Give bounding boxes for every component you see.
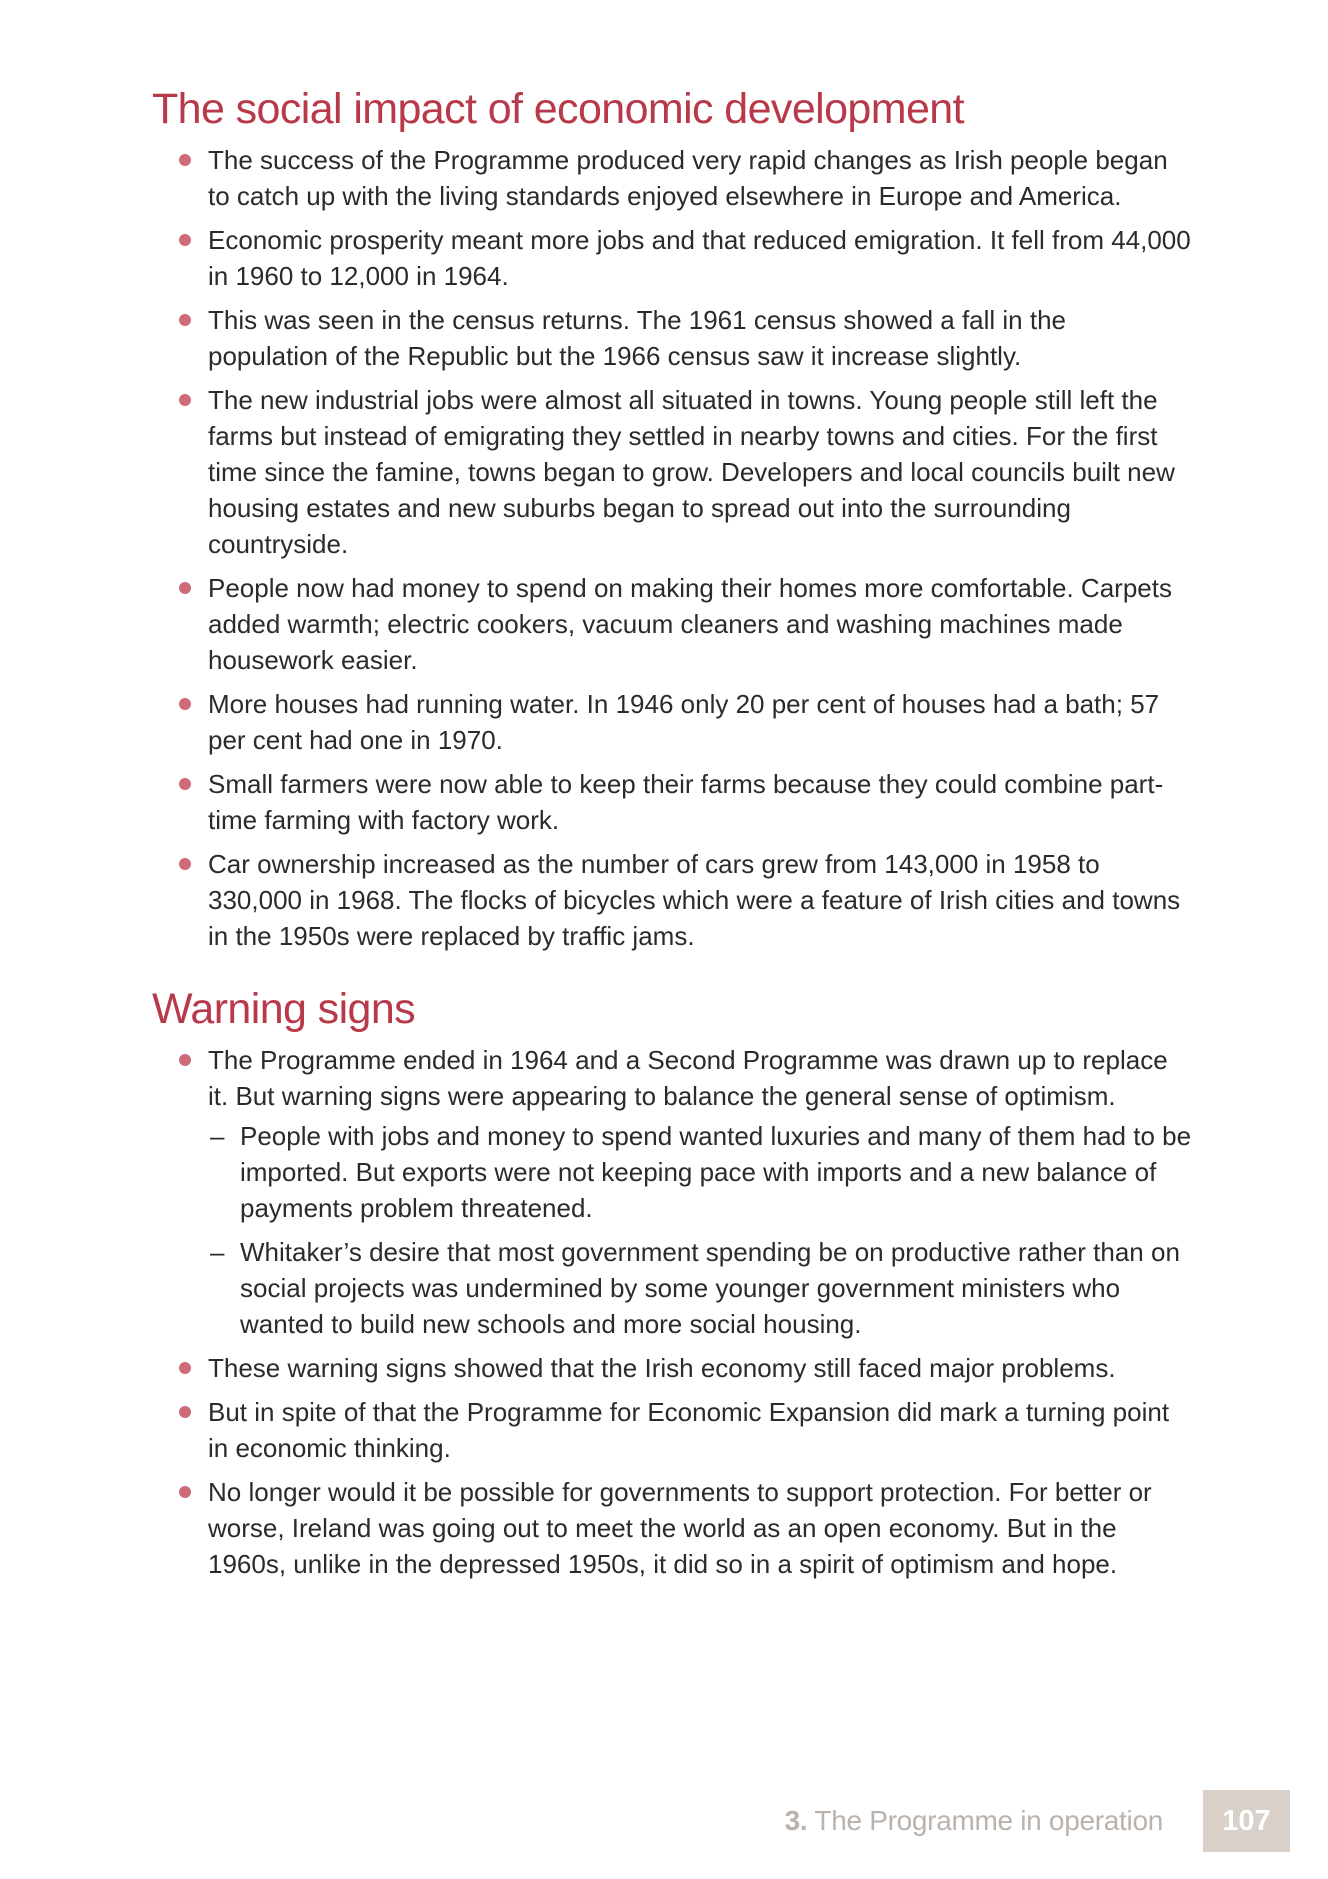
list-item-text: No longer would it be possible for governments to support protection. For better or worse, Ireland was going out to meet the world as an open economy. But in the 1960s, unlike in the depressed 1950s, it did so in a spirit of optimism and hope. bbox=[208, 1477, 1152, 1579]
list-item bbox=[152, 1394, 1192, 1466]
bullet-icon bbox=[179, 778, 191, 790]
list-item-text: The success of the Programme produced very rapid changes as Irish people began to catch up with the living standards enjoyed elsewhere in Europe and America. bbox=[208, 145, 1168, 211]
page-number: 107 bbox=[1203, 1790, 1290, 1852]
chapter-name: The Programme in operation bbox=[807, 1805, 1163, 1836]
bullet-icon bbox=[179, 154, 191, 166]
section-heading-warning-signs: Warning signs bbox=[152, 985, 416, 1033]
bullet-icon bbox=[179, 858, 191, 870]
list-item-text: This was seen in the census returns. The 1961 census showed a fall in the population of the Republic but the 1966 census saw it increase slightly. bbox=[208, 305, 1067, 371]
list-item bbox=[152, 302, 1192, 374]
sub-list-item bbox=[208, 1234, 1192, 1342]
list-item-text: The Programme ended in 1964 and a Second Programme was drawn up to replace it. But warning signs were appearing to balance the general sense of optimism. bbox=[208, 1045, 1168, 1111]
dash-icon: – bbox=[210, 1237, 225, 1267]
bullet-icon bbox=[179, 314, 191, 326]
chapter-number: 3. bbox=[784, 1805, 808, 1836]
list-item bbox=[152, 570, 1192, 678]
sub-list-item-text: People with jobs and money to spend wanted luxuries and many of them had to be imported. But exports were not keeping pace with imports and a new balance of payments problem threatened. bbox=[240, 1121, 1192, 1223]
bullet-icon bbox=[179, 1362, 191, 1374]
sub-list bbox=[208, 1118, 1192, 1342]
bullet-icon bbox=[179, 234, 191, 246]
bullet-list-social-impact bbox=[152, 142, 1192, 954]
bullet-icon bbox=[179, 698, 191, 710]
list-item bbox=[152, 222, 1192, 294]
bullet-list-warning-signs bbox=[152, 1042, 1192, 1582]
list-item-text: Small farmers were now able to keep their farms because they could combine part-time farming with factory work. bbox=[208, 769, 1164, 835]
bullet-icon bbox=[179, 1406, 191, 1418]
list-item-text: More houses had running water. In 1946 only 20 per cent of houses had a bath; 57 per cent had one in 1970. bbox=[208, 689, 1160, 755]
sub-list-item bbox=[208, 1118, 1192, 1226]
list-item-text: People now had money to spend on making their homes more comfortable. Carpets added warmth; electric cookers, vacuum cleaners and washing machines made housework easier. bbox=[208, 573, 1172, 675]
bullet-icon bbox=[179, 394, 191, 406]
page-footer bbox=[785, 1790, 1290, 1852]
bullet-icon bbox=[179, 582, 191, 594]
list-item-text: The new industrial jobs were almost all situated in towns. Young people still left the farms but instead of emigrating they settled in nearby towns and cities. For the first time since the famine, towns began to grow. Developers and local councils built new housing estates and new suburbs began to spread out into the surrounding countryside. bbox=[208, 385, 1175, 559]
list-item bbox=[152, 766, 1192, 838]
list-item bbox=[152, 142, 1192, 214]
chapter-title bbox=[785, 1805, 1163, 1837]
dash-icon: – bbox=[210, 1121, 225, 1151]
list-item-text: But in spite of that the Programme for Economic Expansion did mark a turning point in economic thinking. bbox=[208, 1397, 1170, 1463]
bullet-icon bbox=[179, 1054, 191, 1066]
page-content bbox=[152, 78, 1192, 1582]
sub-list-item-text: Whitaker’s desire that most government spending be on productive rather than on social projects was undermined by some younger government ministers who wanted to build new schools and more social housing. bbox=[240, 1237, 1180, 1339]
list-item bbox=[152, 846, 1192, 954]
list-item bbox=[152, 1350, 1192, 1386]
list-item bbox=[152, 1474, 1192, 1582]
list-item bbox=[152, 1042, 1192, 1342]
bullet-icon bbox=[179, 1486, 191, 1498]
list-item-text: Car ownership increased as the number of cars grew from 143,000 in 1958 to 330,000 in 1968. The flocks of bicycles which were a feature of Irish cities and towns in the 1950s were replaced by traffic jams. bbox=[208, 849, 1181, 951]
list-item bbox=[152, 686, 1192, 758]
list-item bbox=[152, 382, 1192, 562]
list-item-text: Economic prosperity meant more jobs and that reduced emigration. It fell from 44,000 in 1960 to 12,000 in 1964. bbox=[208, 225, 1191, 291]
list-item-text: These warning signs showed that the Irish economy still faced major problems. bbox=[208, 1353, 1116, 1383]
section-heading-social-impact: The social impact of economic development bbox=[152, 85, 964, 133]
